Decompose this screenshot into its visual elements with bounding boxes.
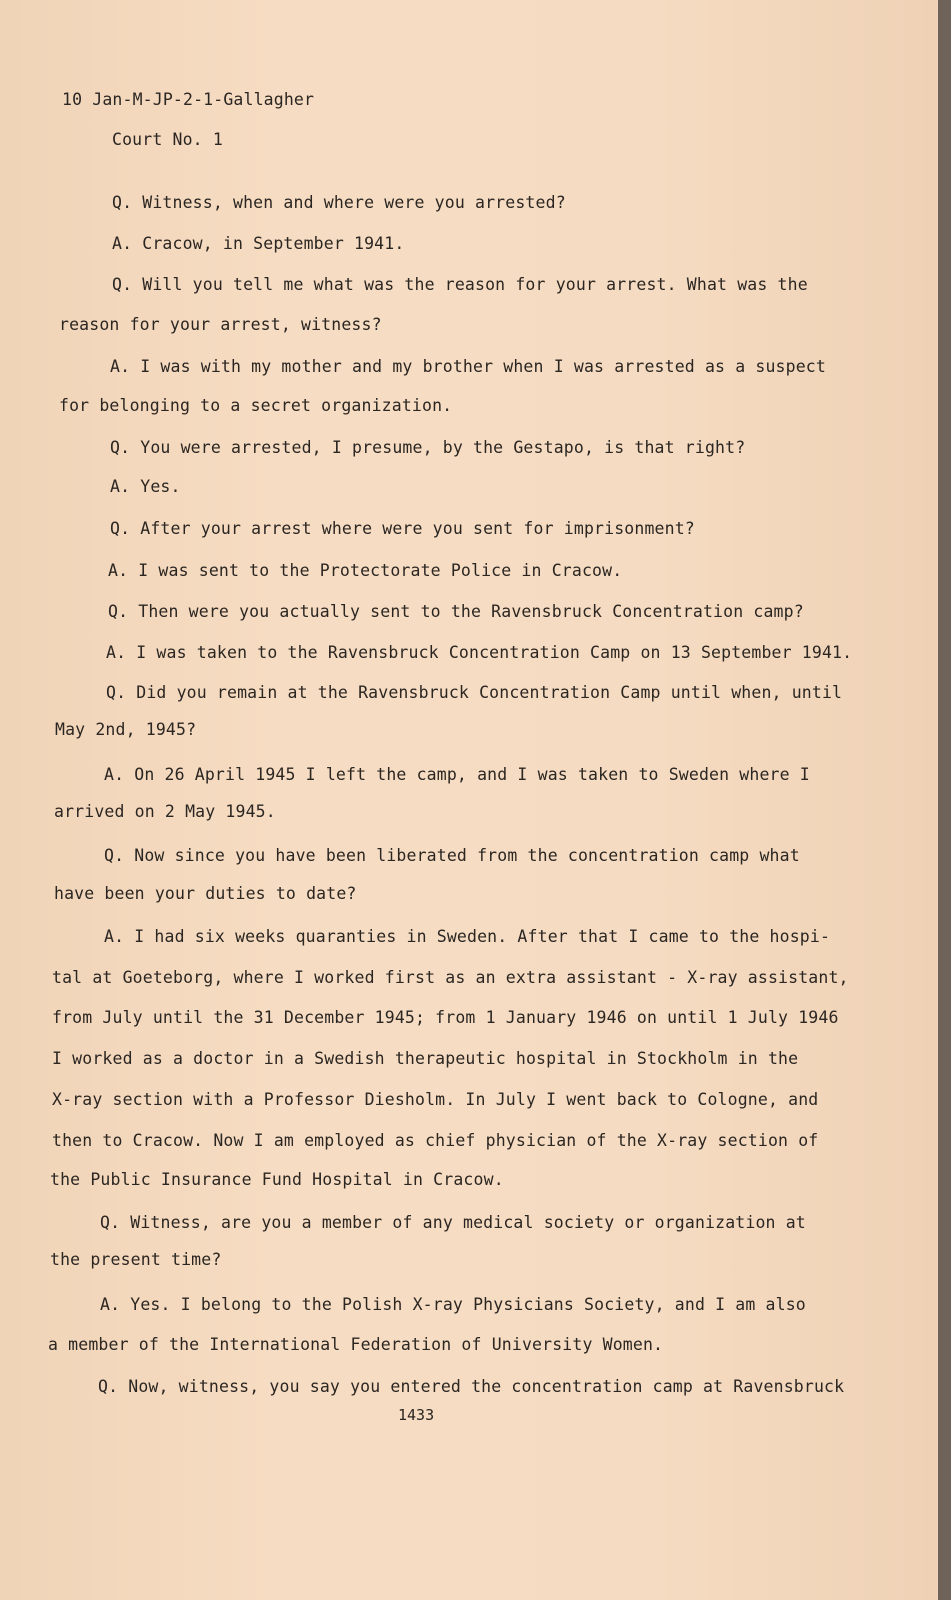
transcript-line: May 2nd, 1945? xyxy=(55,720,197,739)
transcript-line: Q. Now, witness, you say you entered the concentration camp at Ravensbruck xyxy=(98,1377,845,1396)
transcript-line: A. On 26 April 1945 I left the camp, and I was taken to Sweden where I xyxy=(104,765,810,784)
transcript-line: A. I was with my mother and my brother when I was arrested as a suspect xyxy=(110,357,826,376)
transcript-line: X-ray section with a Professor Diesholm. In July I went back to Cologne, and xyxy=(52,1090,819,1109)
transcript-line: reason for your arrest, witness? xyxy=(59,315,382,334)
transcript-line: Q. Witness, are you a member of any medical society or organization at xyxy=(100,1213,806,1232)
transcript-line: from July until the 31 December 1945; from 1 January 1946 on until 1 July 1946 xyxy=(52,1008,839,1027)
transcript-line: A. I was sent to the Protectorate Police in Cracow. xyxy=(108,561,623,580)
transcript-line: tal at Goeteborg, where I worked first as an extra assistant - X-ray assistant, xyxy=(52,968,849,987)
transcript-line: then to Cracow. Now I am employed as chief physician of the X-ray section of xyxy=(52,1131,819,1150)
transcript-line: Q. You were arrested, I presume, by the Gestapo, is that right? xyxy=(110,438,746,457)
transcript-line: arrived on 2 May 1945. xyxy=(54,802,276,821)
transcript-line: Q. Did you remain at the Ravensbruck Concentration Camp until when, until xyxy=(106,683,843,702)
page-number: 1433 xyxy=(398,1406,435,1424)
document-reference: 10 Jan-M-JP-2-1-Gallagher xyxy=(62,90,315,109)
scan-background-edge xyxy=(938,0,951,1600)
transcript-line: Q. Will you tell me what was the reason for your arrest. What was the xyxy=(112,275,808,294)
transcript-line: A. Yes. xyxy=(110,477,181,496)
transcript-line: A. I was taken to the Ravensbruck Concentration Camp on 13 September 1941. xyxy=(106,643,853,662)
transcript-line: I worked as a doctor in a Swedish therapeutic hospital in Stockholm in the xyxy=(52,1049,799,1068)
transcript-line: Q. Now since you have been liberated from the concentration camp what xyxy=(104,846,800,865)
transcript-line: for belonging to a secret organization. xyxy=(59,396,453,415)
transcript-line: Q. Then were you actually sent to the Ravensbruck Concentration camp? xyxy=(108,602,804,621)
transcript-line: Q. After your arrest where were you sent for imprisonment? xyxy=(110,519,695,538)
transcript-line: have been your duties to date? xyxy=(54,884,357,903)
transcript-line: the Public Insurance Fund Hospital in Cracow. xyxy=(50,1170,504,1189)
transcript-line: the present time? xyxy=(50,1250,222,1269)
transcript-line: Q. Witness, when and where were you arrested? xyxy=(112,193,566,212)
transcript-line: A. I had six weeks quaranties in Sweden. After that I came to the hospi- xyxy=(104,927,831,946)
transcript-line: A. Yes. I belong to the Polish X-ray Physicians Society, and I am also xyxy=(100,1295,806,1314)
transcript-line: A. Cracow, in September 1941. xyxy=(112,234,405,253)
court-number: Court No. 1 xyxy=(112,130,223,149)
transcript-line: a member of the International Federation of University Women. xyxy=(48,1335,664,1354)
